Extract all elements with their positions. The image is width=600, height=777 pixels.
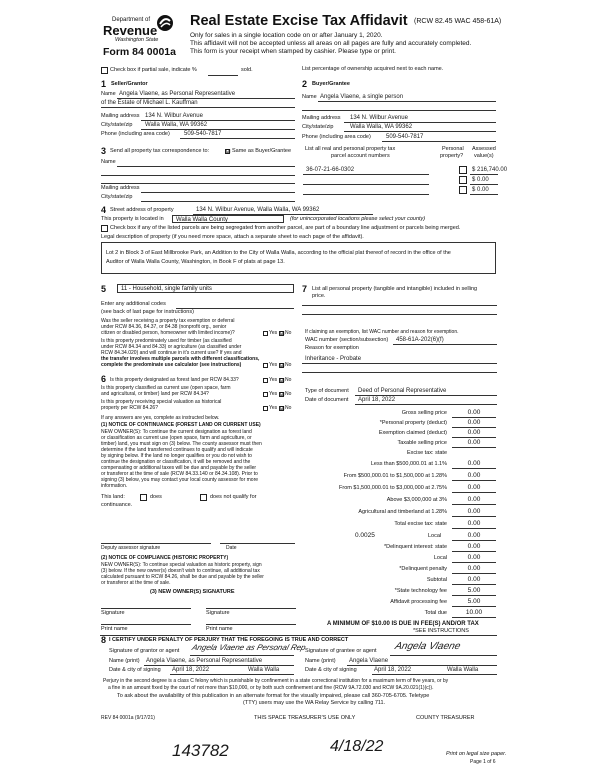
stamp-date: 4/18/22 <box>330 738 384 755</box>
tax-row-label: *Delinquent penalty <box>399 566 447 572</box>
buyer-city-value[interactable]: Walla Walla, WA 99362 <box>350 124 413 130</box>
seller-city-value[interactable]: Walla Walla, WA 99362 <box>145 122 208 128</box>
q6-1-no-label: No <box>285 377 292 383</box>
street-address-label: Street address of property <box>110 207 174 213</box>
new-owner-print-field-1[interactable] <box>101 624 191 625</box>
new-owner-signature-title: (3) NEW OWNER(S) SIGNATURE <box>150 589 235 595</box>
if-yes-instructions: If any answers are yes, complete as instructed below. <box>101 415 220 421</box>
section3-number: 3 <box>101 146 107 156</box>
continuance-notice-line: determine if the land transferred continues to qualify and will indicate <box>101 447 253 453</box>
assessed-header-2: value(s) <box>474 153 494 159</box>
local-rate-label: Local <box>428 533 442 539</box>
tax-row-label: Local <box>433 555 447 561</box>
continuance-notice-line: continue the designation or classification, it will be removed and the <box>101 459 251 465</box>
q5-2-line-d: the transfer involves multiple parcels with different classifications, <box>101 356 260 362</box>
q6-2-yes-checkbox[interactable] <box>263 392 268 397</box>
perjury-notice-2: a fine in an amount fixed by the court of not more than $10,000, or by both such confinement and fine (RCW 9A.72.030 and RCW 9A.20.021(1)(c)). <box>108 685 434 691</box>
q6-2-line-b: and agricultural, or timber) land per RCW 84.34? <box>101 391 209 397</box>
land-use-code-select[interactable] <box>117 284 294 293</box>
tax-row-value[interactable]: 5.00 <box>467 587 481 594</box>
parcel-header-1: List all real and personal property tax <box>305 146 396 152</box>
q5-1-line-b: under RCW 84.36, 84.37, or 84.38 (nonprofit org., senior <box>101 324 227 330</box>
continuance-notice-title: (1) NOTICE OF CONTINUANCE (FOREST LAND OR CURRENT USE) <box>101 422 261 428</box>
additional-codes-label: Enter any additional codes <box>101 301 166 307</box>
assessed-value-2[interactable]: $ 0.00 <box>472 177 489 183</box>
grantee-name-underline <box>347 665 497 666</box>
q5-2-yes-label: Yes <box>269 362 278 368</box>
tax-underline <box>452 551 496 552</box>
tax-row-label: Exemption claimed (deduct) <box>378 430 447 436</box>
tax-row-value[interactable]: 0.00 <box>467 496 481 503</box>
tax-underline <box>452 468 496 469</box>
assessed-row3-line <box>470 194 498 195</box>
page-number: Page 1 of 6 <box>470 759 496 765</box>
dept-label: Department of <box>112 17 151 23</box>
q6-3-yes-label: Yes <box>269 405 278 411</box>
tax-underline <box>452 427 496 428</box>
this-land-label: This land: <box>101 494 125 500</box>
corr-mailing-label: Mailing address <box>101 185 140 191</box>
historic-notice-line: NEW OWNER(S): To continue special valuation as historic property, sign <box>101 562 262 568</box>
section6-number: 6 <box>101 374 107 384</box>
section1-title: Seller/Grantor <box>111 81 148 87</box>
legal-description-line2: Auditor of Walla Walla County, Washington, in Book F of plats at page 13. <box>106 259 285 265</box>
tax-underline <box>452 417 496 418</box>
tax-row-value[interactable]: 0.00 <box>467 439 481 446</box>
tax-underline <box>452 516 496 517</box>
tax-row-label: Gross selling price <box>401 410 447 416</box>
q5-2-yes-checkbox[interactable] <box>263 363 268 368</box>
tax-row-value[interactable]: 0.00 <box>467 429 481 436</box>
tax-underline <box>452 528 496 529</box>
q5-1-line-c: citizen or disabled person, homeowner with limited income)? <box>101 330 235 336</box>
q6-3-no-label: No <box>285 405 292 411</box>
seller-city-label: City/state/zip <box>101 122 133 128</box>
doc-type-underline <box>355 395 497 396</box>
alternate-format-notice-1: To ask about the availability of this publication in an alternate format for the visually impaired, please call 360-705-6705. Teletype <box>117 693 430 699</box>
grantee-date-city-label: Date & city of signing <box>305 667 357 673</box>
tax-row-value[interactable]: 0.00 <box>467 484 481 491</box>
tax-row-label: *Personal property (deduct) <box>379 420 447 426</box>
grantor-name-value[interactable]: Angela Vlaene, as Personal Representative <box>146 658 263 664</box>
seller-name-label: Name <box>101 91 116 97</box>
reason-value[interactable]: Inheritance - Probate <box>305 356 362 362</box>
new-owner-signature-field-2[interactable] <box>206 608 296 609</box>
reason-label: Reason for exemption <box>305 345 359 351</box>
personal-header-2: property? <box>440 153 464 159</box>
tax-row-value[interactable]: 0.00 <box>467 543 481 550</box>
tax-row-value[interactable]: 0.00 <box>467 472 481 479</box>
seller-mailing-underline <box>141 120 295 121</box>
personal-header-1: Personal <box>442 146 464 152</box>
seller-name-underline <box>117 98 295 99</box>
grantee-name-label: Name (print) <box>305 658 336 664</box>
legal-description-label: Legal description of property (if you need more space, attach a separate sheet to each page of the affidavit). <box>101 234 364 240</box>
personal-property-field-2[interactable] <box>302 314 497 315</box>
deputy-date-label: Date <box>226 545 237 551</box>
seller-phone-value[interactable]: 509-540-7817 <box>184 131 222 137</box>
partial-sale-checkbox[interactable] <box>101 67 108 74</box>
q5-2-line-c: RCW 84.34.020) and will continue in it's current use? If yes and <box>101 350 242 356</box>
q6-2-line-a: Is this property classified as current use (open space, farm <box>101 385 231 391</box>
wac-value[interactable]: 458-61A-202(6)(f) <box>396 337 444 343</box>
tax-row-label: Total due <box>424 610 447 616</box>
local-tax-value[interactable]: 0.00 <box>467 532 481 539</box>
print-name-label-1: Print name <box>101 626 128 632</box>
buyer-phone-underline <box>382 141 496 142</box>
tax-underline <box>452 595 496 596</box>
tax-underline <box>452 573 496 574</box>
grantor-name-underline <box>144 665 294 666</box>
grantee-date-value[interactable]: April 18, 2022 <box>374 667 412 673</box>
signature-label-2: Signature <box>206 610 230 616</box>
personal-property-checkbox-3[interactable] <box>459 186 467 194</box>
doc-type-label: Type of document <box>305 388 349 394</box>
continuance-notice-line: by signing below. If the land no longer qualifies or you do not wish to <box>101 453 252 459</box>
section1-number: 1 <box>101 79 107 89</box>
tax-underline <box>452 562 496 563</box>
tax-underline <box>452 480 496 481</box>
continuance-notice-line: or classification as current use (open space, farm and agriculture, or <box>101 435 252 441</box>
reason-underline <box>302 363 497 364</box>
q6-1-text: Is this property designated as forest land per RCW 84.33? <box>110 377 239 383</box>
tax-row-label: Total excise tax: state <box>394 521 447 527</box>
q6-2-no-label: No <box>285 391 292 397</box>
certify-statement: I CERTIFY UNDER PENALTY OF PERJURY THAT THE FOREGOING IS TRUE AND CORRECT <box>109 637 349 643</box>
tax-row-label: Less than $500,000.01 at 1.1% <box>370 461 447 467</box>
seller-city-underline <box>141 129 295 130</box>
seller-name2-underline <box>101 107 295 108</box>
reason-underline-2 <box>302 372 497 373</box>
continuance-notice-line: timber) land, you must sign on (3) below. The county assessor must then <box>101 441 262 447</box>
continuance-notice-line: NEW OWNER(S): To continue the current designation as forest land <box>101 429 252 435</box>
located-in-label: This property is located in <box>101 216 164 222</box>
buyer-city-label: City/state/zip <box>302 124 334 130</box>
q6-3-line-b: property per RCW 84.26? <box>101 405 158 411</box>
corr-name2-underline <box>101 175 295 176</box>
q5-1-yes-checkbox[interactable] <box>263 331 268 336</box>
signature-label-1: Signature <box>101 610 125 616</box>
buyer-phone-value[interactable]: 509-540-7817 <box>386 134 424 140</box>
new-owner-signature-field-1[interactable] <box>101 608 191 609</box>
continuance-notice-line: compensating or additional taxes will be due and payable by the seller <box>101 465 257 471</box>
q6-1-yes-checkbox[interactable] <box>263 378 268 383</box>
tax-underline <box>452 437 496 438</box>
print-name-label-2: Print name <box>206 626 233 632</box>
tax-underline <box>452 447 496 448</box>
land-use-code-value: 11 - Household, single family units <box>121 286 212 292</box>
personal-property-label-2: price. <box>312 293 326 299</box>
q6-2-no-checkbox[interactable]: ☑ <box>280 392 285 398</box>
form-title: Real Estate Excise Tax Affidavit <box>190 13 408 29</box>
personal-property-checkbox-2[interactable] <box>459 176 467 184</box>
tax-row-label: Above $3,000,000 at 3% <box>386 497 447 503</box>
historic-notice-line: (3) below. If the new owner(s) doesn't wish to continue, all additional tax <box>101 568 260 574</box>
doc-date-underline <box>355 404 497 405</box>
assessed-header-1: Assessed <box>472 146 496 152</box>
header-notice-2: This affidavit will not be accepted unless all areas on all pages are fully and accurately completed. <box>190 40 472 47</box>
tax-row-label: *Delinquent interest: state <box>384 544 447 550</box>
assessed-row2-line <box>470 184 498 185</box>
section4-number: 4 <box>101 205 107 215</box>
tax-underline <box>452 584 496 585</box>
buyer-mailing-underline <box>344 122 496 123</box>
section7-number: 7 <box>302 284 308 294</box>
tax-row-value[interactable]: 10.00 <box>465 609 483 616</box>
q5-1-no-label: No <box>285 330 292 336</box>
exemption-label: If claiming an exemption, list WAC number and reason for exemption. <box>305 329 459 335</box>
corr-name-field[interactable] <box>117 166 295 167</box>
parcel-number-3[interactable] <box>303 194 429 195</box>
tax-row-label: Agricultural and timberland at 1.28% <box>358 509 447 515</box>
tax-row-label: Affidavit processing fee <box>390 599 447 605</box>
minimum-due-note: A MINIMUM OF $10.00 IS DUE IN FEE(S) AND/OR TAX <box>327 621 479 627</box>
county-select[interactable] <box>172 215 284 223</box>
local-rate-value[interactable]: 0.0025 <box>355 532 375 539</box>
segregated-label: Check box if any of the listed parcels are being segregated from another parcel, are part of a boundary line adjustment or parcels being merged. <box>110 225 461 231</box>
personal-property-field-1[interactable] <box>302 305 497 306</box>
grantee-signature-underline <box>390 655 497 656</box>
tax-row-label: Excise tax: state <box>406 450 447 456</box>
q5-1-no-checkbox[interactable]: ☑ <box>280 331 285 337</box>
see-back-label: (see back of last page for instructions) <box>101 309 194 315</box>
corr-mailing-field[interactable] <box>141 192 295 193</box>
tax-underline <box>452 617 496 618</box>
header-notice-3: This form is your receipt when stamped by cashier. Please type or print. <box>190 48 396 55</box>
form-number: Form 84 0001a <box>103 46 176 58</box>
section2-number: 2 <box>302 79 308 89</box>
tax-row-label: Taxable selling price <box>397 440 447 446</box>
corr-name-label: Name <box>101 159 116 165</box>
seller-phone-label: Phone (including area code) <box>101 131 170 137</box>
seller-phone-underline <box>180 138 295 139</box>
county-select-value: Walla Walla County <box>176 217 228 223</box>
revision-label: REV 84 0001a (9/17/21) <box>101 715 155 721</box>
street-address-value[interactable]: 134 N. Wilbur Avenue, Walla Walla, WA 99362 <box>196 207 320 213</box>
tax-row-label: *State technology fee <box>394 588 447 594</box>
tax-row-value[interactable]: 0.00 <box>467 554 481 561</box>
seller-name-line2[interactable]: of the Estate of Michael L. Kauffman <box>101 100 198 106</box>
assessed-row1-line <box>470 174 498 175</box>
buyer-name-underline <box>318 101 496 102</box>
q5-1-line-a: Was the seller receiving a property tax exemption or deferral <box>101 318 235 324</box>
form-title-ref: (RCW 82.45 WAC 458-61A) <box>414 18 502 25</box>
grantor-date-city-label: Date & city of signing <box>109 667 161 673</box>
grantor-city-value[interactable]: Walla Walla <box>248 667 280 673</box>
stamp-number: 143782 <box>172 741 229 760</box>
tax-underline <box>452 606 496 607</box>
grantee-name-value[interactable]: Angela Vlaene <box>349 658 389 664</box>
buyer-phone-label: Phone (including area code) <box>302 134 371 140</box>
correspondence-label: Send all property tax correspondence to: <box>110 148 210 154</box>
grantee-signature[interactable]: Angela Vlaene <box>393 641 462 652</box>
tax-underline <box>452 492 496 493</box>
alternate-format-notice-2: (TTY) users may use the WA Relay Service by calling 711. <box>243 700 386 706</box>
historic-notice-title: (2) NOTICE OF COMPLIANCE (HISTORIC PROPERTY) <box>101 555 229 561</box>
wac-underline <box>393 344 497 345</box>
deputy-signature-label: Deputy assessor signature <box>101 545 161 551</box>
segregated-checkbox[interactable] <box>101 225 108 232</box>
personal-property-label-1: List all personal property (tangible and intangible) included in selling <box>312 286 478 292</box>
grantor-signature-underline <box>190 655 294 656</box>
deputy-signature-field[interactable] <box>101 543 211 544</box>
seller-mailing-label: Mailing address <box>101 113 140 119</box>
grantee-city-value[interactable]: Walla Walla <box>447 667 479 673</box>
tax-underline <box>452 504 496 505</box>
grantor-date-underline <box>170 674 294 675</box>
seller-mailing-value[interactable]: 134 N. Wilbur Avenue <box>145 113 203 119</box>
buyer-name-value[interactable]: Angela Vlaene, a single person <box>320 94 404 100</box>
seller-name-line1[interactable]: Angela Vlaene, as Personal Representative <box>119 91 236 97</box>
continuance-notice-line: or transferor at the time of sale (RCW 84.33.140 or 84.34.108). Prior to <box>101 471 258 477</box>
legal-description-line1: Lot 2 in Block 3 of East Millbrooke Park, an Addition to the City of Walla Walla, according to the official plat thereof of record in the office of the <box>106 250 451 256</box>
doc-date-value[interactable]: April 18, 2022 <box>358 397 396 403</box>
q5-2-no-checkbox[interactable]: ☑ <box>280 363 285 369</box>
historic-notice-line: calculated pursuant to RCW 84.26, shall be due and payable by the seller <box>101 574 264 580</box>
q5-1-yes-label: Yes <box>269 330 278 336</box>
q5-2-line-e: complete the predominate use calculator (see instructions) <box>101 362 242 368</box>
new-owner-print-field-2[interactable] <box>206 624 296 625</box>
grantor-name-label: Name (print) <box>109 658 140 664</box>
q5-2-line-b: under RCW 84.34 and 84.33) or agriculture (as classified under <box>101 344 242 350</box>
assessed-value-1[interactable]: $ 216,740.00 <box>472 167 508 173</box>
tax-row-label: From $500,000.01 to $1,500,000 at 1.28% <box>343 473 447 479</box>
grantor-date-value[interactable]: April 18, 2022 <box>172 667 210 673</box>
tax-row-value[interactable]: 0.00 <box>467 460 481 467</box>
corr-city-field[interactable] <box>141 201 295 202</box>
doc-type-value[interactable]: Deed of Personal Representative <box>358 388 447 394</box>
tax-row-value[interactable]: 0.00 <box>467 508 481 515</box>
sold-label: sold. <box>241 67 253 73</box>
corr-city-label: City/state/zip <box>101 194 133 200</box>
continuance-notice-line: signing (3) below, you may contact your local county assessor for more <box>101 477 259 483</box>
section8-divider <box>100 635 497 636</box>
tax-row-value[interactable]: 5.00 <box>467 598 481 605</box>
assessed-value-3[interactable]: $ 0.00 <box>472 187 489 193</box>
county-note: (for unincorporated locations please select your county) <box>290 216 426 222</box>
tax-row-label: From $1,500,000.01 to $3,000,000 at 2.75% <box>339 485 447 491</box>
county-treasurer-label: COUNTY TREASURER <box>416 715 475 721</box>
q5-2-no-label: No <box>285 362 292 368</box>
buyer-city-underline <box>344 131 496 132</box>
buyer-name-label: Name <box>302 94 317 100</box>
partial-sale-label: Check box if partial sale, indicate % <box>110 67 197 73</box>
buyer-name2-underline <box>302 110 496 111</box>
tax-row-label: Subtotal <box>426 577 447 583</box>
ownership-note: List percentage of ownership acquired next to each name. <box>302 66 444 72</box>
same-as-buyer-label: Same as Buyer/Grantee <box>232 148 292 154</box>
buyer-mailing-label: Mailing address <box>302 115 341 121</box>
tax-underline <box>452 540 496 541</box>
land-does-not-checkbox[interactable] <box>200 494 207 501</box>
section8-number: 8 <box>101 635 107 645</box>
q6-2-yes-label: Yes <box>269 391 278 397</box>
parcel-row1-line <box>303 174 429 175</box>
dept-name: Revenue <box>103 23 158 38</box>
tax-row-value[interactable]: 0.00 <box>467 576 481 583</box>
continuance-label: continuance. <box>101 502 133 508</box>
personal-property-checkbox-1[interactable] <box>459 166 467 174</box>
land-does-not-label: does not qualify for <box>210 494 257 500</box>
treasurer-only-label: THIS SPACE TREASURER'S USE ONLY <box>254 715 356 721</box>
state-label: Washington State <box>115 37 159 43</box>
corr-name3-underline <box>101 183 295 184</box>
tax-row-value[interactable]: 0.00 <box>467 520 481 527</box>
tax-row-value[interactable]: 0.00 <box>467 419 481 426</box>
land-does-checkbox[interactable] <box>140 494 147 501</box>
section5-number: 5 <box>101 284 107 294</box>
same-as-buyer-checkbox[interactable]: ☑ <box>226 149 231 155</box>
grantor-signature[interactable]: Angela Vlaene as Personal Rep <box>190 643 307 652</box>
buyer-mailing-value[interactable]: 134 N. Wilbur Avenue <box>350 115 408 121</box>
legal-paper-note: Print on legal size paper. <box>446 751 507 757</box>
doc-date-label: Date of document <box>305 397 349 403</box>
q6-3-line-a: Is this property receiving special valuation as historical <box>101 399 222 405</box>
revenue-logo-icon <box>156 14 174 32</box>
deputy-date-field[interactable] <box>220 543 295 544</box>
grantor-signature-label: Signature of grantor or agent <box>109 648 180 654</box>
partial-percent-field[interactable] <box>208 75 238 76</box>
parcel-number-2[interactable] <box>303 184 429 185</box>
tax-row-value[interactable]: 0.00 <box>467 565 481 572</box>
q5-2-line-a: Is this property predominately used for timber (as classified <box>101 338 232 344</box>
wac-label: WAC number (section/subsection) <box>305 337 389 343</box>
parcel-number-1[interactable]: 36-07-21-66-0302 <box>306 167 355 173</box>
continuance-notice-line: information. <box>101 483 128 489</box>
q6-1-no-checkbox[interactable]: ☑ <box>280 378 285 384</box>
header-notice-1: Only for sales in a single location code on or after January 1, 2020. <box>190 32 383 39</box>
q6-3-no-checkbox[interactable]: ☑ <box>280 406 285 412</box>
tax-row-value[interactable]: 0.00 <box>467 409 481 416</box>
perjury-notice-1: Perjury in the second degree is a class C felony which is punishable by confinement in a state correctional institution for a maximum term of five years, or by <box>103 678 449 684</box>
grantee-signature-label: Signature of grantee or agent <box>305 648 377 654</box>
land-does-label: does <box>150 494 162 500</box>
historic-notice-line: or transferor at the time of sale. <box>101 580 171 586</box>
parcel-header-2: parcel account numbers <box>331 153 390 159</box>
section2-title: Buyer/Grantee <box>312 81 350 87</box>
legal-description-box[interactable] <box>101 242 496 274</box>
see-instructions-note: *SEE INSTRUCTIONS <box>413 628 469 634</box>
grantee-date-underline <box>372 674 497 675</box>
q6-1-yes-label: Yes <box>269 377 278 383</box>
